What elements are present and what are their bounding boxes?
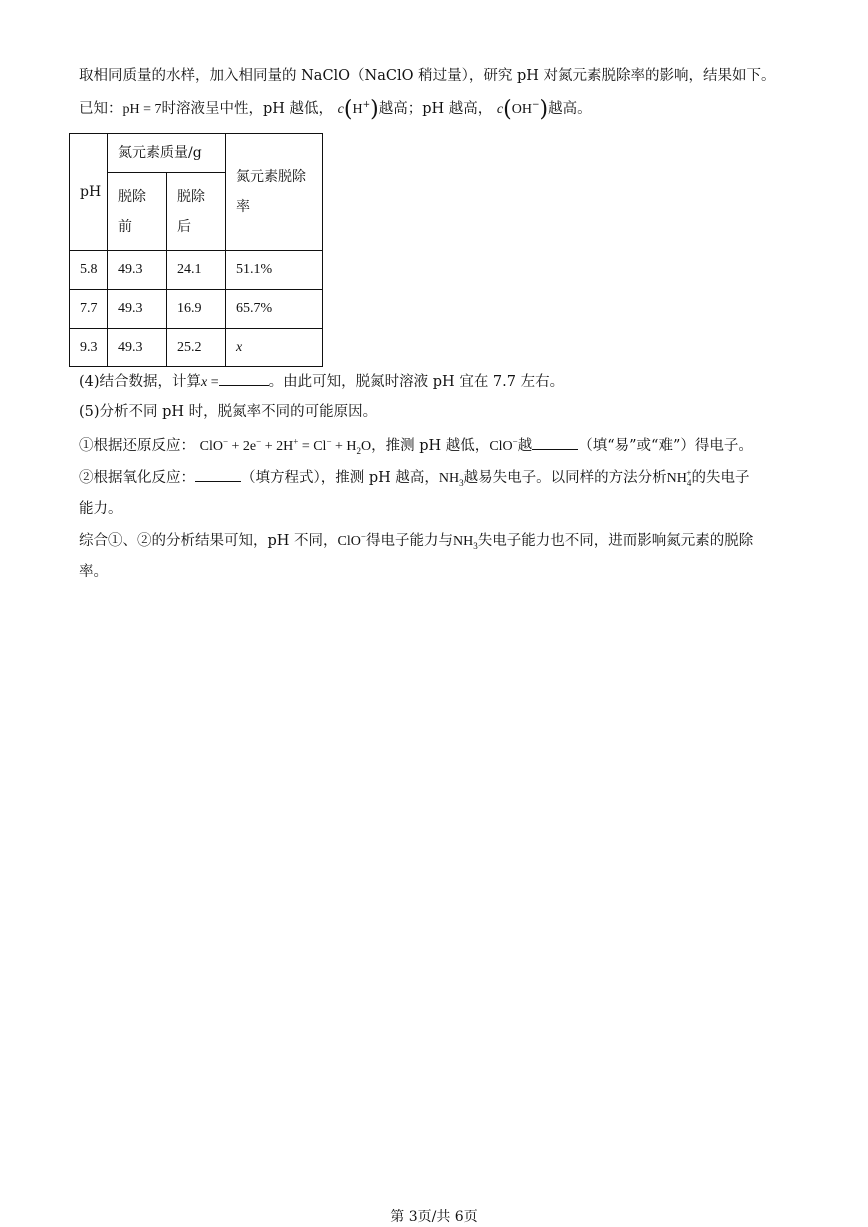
header-before — [108, 173, 167, 251]
reduction-equation: $ClO^- + 2e^- + 2H^+ = Cl^- + H_2O$ — [199, 436, 372, 456]
paren-open: ( — [343, 97, 353, 122]
r2-text-4: 的失电子 — [691, 470, 750, 486]
reasoning-2 — [79, 467, 749, 489]
oh-charge: − — [531, 100, 540, 111]
answer-blank-easy-hard[interactable] — [532, 435, 578, 450]
conclusion — [79, 531, 753, 552]
q4-var-x: x — [201, 375, 208, 390]
ph7-expr: pH = 7 — [122, 102, 162, 117]
r1-text-2: ，推测 pH 越低， — [371, 438, 490, 454]
cell-rate: 65.7% — [226, 290, 323, 329]
nh4-ion: $NH_4^+$ — [666, 468, 692, 488]
header-before-line1: 脱除 — [118, 188, 146, 205]
paren-close: ) — [370, 97, 379, 122]
known-text-1: 时溶液呈中性，pH 越低， — [161, 101, 334, 117]
known-text-2: 越高；pH 越高， — [378, 101, 493, 117]
question-5 — [79, 402, 377, 422]
conc-symbol-h: c — [337, 102, 344, 117]
table-row — [70, 290, 323, 329]
intro-text: 取相同质量的水样，加入相同量的 NaClO（NaClO 稍过量），研究 pH 对氮元素脱除率的影响，结果如下。 — [79, 68, 776, 84]
r1-text-4: （填“易”或“难”）得电子。 — [578, 438, 753, 454]
conc-symbol-oh: c — [496, 102, 504, 117]
answer-blank-equation[interactable] — [195, 467, 241, 482]
r3-text-3: 失电子能力也不同，进而影响氮元素的脱除 — [477, 533, 754, 549]
header-rate-line2: 率 — [236, 199, 250, 215]
h-charge: + — [362, 100, 371, 111]
h-ion: H — [352, 102, 363, 117]
r2-text-5: 能力。 — [79, 501, 123, 517]
q5-text: (5)分析不同 pH 时，脱氮率不同的可能原因。 — [79, 404, 378, 420]
r2-text-2: （填方程式），推测 pH 越高， — [241, 470, 439, 486]
known-line — [79, 99, 592, 120]
cell-after: 24.1 — [167, 251, 226, 290]
header-rate — [226, 134, 323, 251]
q4-text-2: 。由此可知，脱氮时溶液 pH 宜在 7.7 左右。 — [268, 374, 565, 390]
known-text-3: 越高。 — [548, 101, 592, 117]
paren-open-2: ( — [503, 97, 512, 122]
cell-before: 49.3 — [108, 251, 167, 290]
table-row — [70, 329, 323, 367]
r3-text-2: 得电子能力与 — [365, 533, 453, 549]
reasoning-1 — [79, 435, 753, 457]
answer-blank-x[interactable] — [219, 371, 269, 386]
conclusion-cont — [79, 562, 108, 582]
header-after — [167, 173, 226, 251]
r2-text-1: ②根据氧化反应： — [79, 470, 195, 486]
clo-ion: ClO− — [489, 436, 518, 454]
header-after-line1: 脱除 — [177, 188, 205, 205]
data-table — [69, 133, 323, 367]
paren-close-2: ) — [539, 97, 549, 122]
nh3-formula-2: $NH_3$ — [452, 534, 478, 551]
r2-text-3: 越易失电子。以同样的方法分析 — [463, 470, 667, 486]
header-rate-line1: 氮元素脱除 — [236, 169, 306, 185]
r1-text-3: 越 — [517, 438, 533, 454]
header-after-line2: 后 — [177, 218, 191, 235]
cell-rate-unknown: x — [226, 329, 323, 367]
r3-text-4: 率。 — [79, 564, 108, 580]
page-footer: 第 3页/共 6页 — [390, 1209, 478, 1225]
q4-equals: = — [207, 375, 219, 390]
oh-ion: OH — [511, 102, 532, 117]
reasoning-2-cont — [79, 499, 123, 519]
header-before-line2: 前 — [118, 218, 132, 235]
header-ph: pH — [70, 134, 108, 251]
cell-ph: 5.8 — [70, 251, 108, 290]
question-4 — [79, 371, 564, 393]
table-row — [70, 251, 323, 290]
r1-text-1: ①根据还原反应： — [79, 438, 195, 454]
known-label: 已知： — [79, 101, 123, 117]
table-header-row — [70, 134, 323, 173]
nh3-formula: $NH_3$ — [438, 471, 464, 488]
r3-text-1: 综合①、②的分析结果可知，pH 不同， — [79, 533, 338, 549]
q4-text-1: (4)结合数据，计算 — [79, 374, 202, 390]
clo-ion-2: ClO− — [337, 531, 366, 549]
intro-line — [79, 66, 776, 86]
cell-ph: 7.7 — [70, 290, 108, 329]
cell-before: 49.3 — [108, 329, 167, 367]
cell-after: 16.9 — [167, 290, 226, 329]
cell-ph: 9.3 — [70, 329, 108, 367]
cell-after: 25.2 — [167, 329, 226, 367]
cell-rate: 51.1% — [226, 251, 323, 290]
header-mass: 氮元素质量/g — [108, 134, 226, 173]
cell-before: 49.3 — [108, 290, 167, 329]
